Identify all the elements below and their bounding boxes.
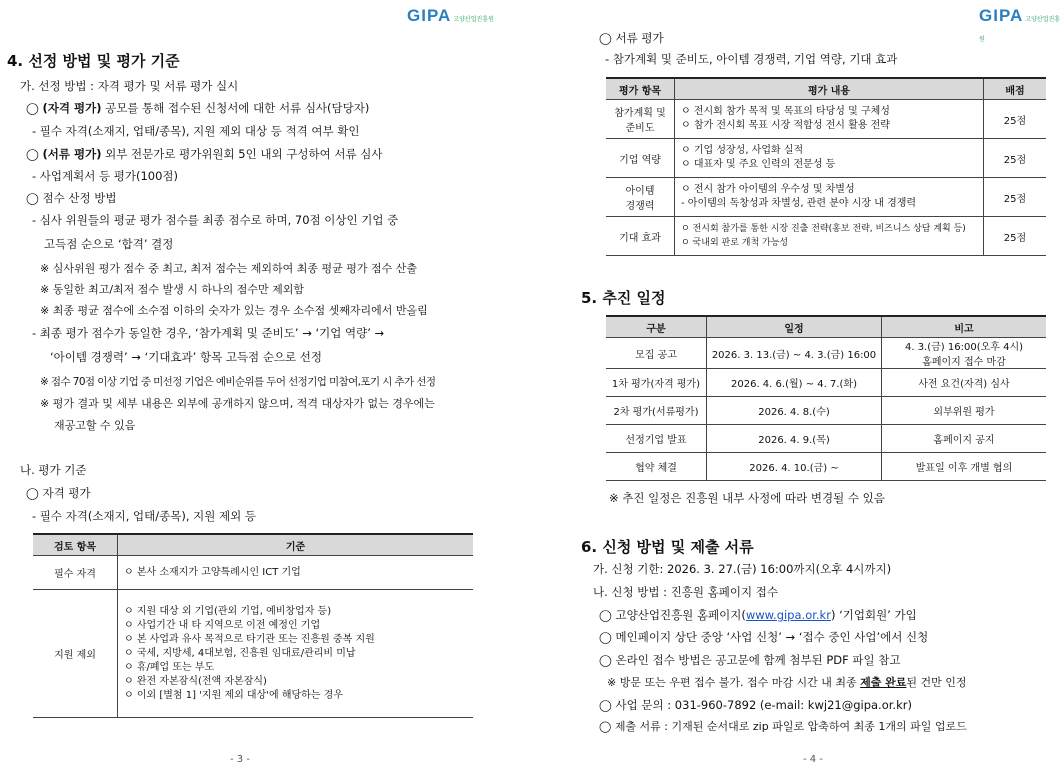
table-cell-label: 지원 제외	[33, 590, 118, 718]
table-cell-score: 25점	[984, 100, 1047, 139]
submission-note: ※ 방문 또는 우편 접수 불가. 접수 마감 시간 내 최종 제출 완료된 건만 인정	[607, 676, 967, 689]
table-header: 구분	[606, 316, 707, 338]
table-cell-label: 기업 역량	[606, 139, 675, 178]
table-cell: ㅇ 전시 참가 아이템의 우수성 및 차별성 - 아이템의 독창성과 차별성, 관련 분야 시장 내 경쟁력	[675, 178, 984, 217]
submission-documents: ◯ 제출 서류 : 기재된 순서대로 zip 파일로 압축하여 최종 1개의 파일 업로드	[599, 720, 967, 733]
table-row	[606, 178, 1046, 217]
table-cell: ㅇ 전시회 참가를 통한 시장 진출 전략(홍보 전략, 비즈니스 상담 계획 등) ㅇ 국내외 판로 개척 가능성	[675, 217, 984, 256]
table-row	[606, 425, 1046, 453]
table-cell: 2026. 3. 13.(금) ~ 4. 3.(금) 16:00	[707, 338, 882, 369]
schedule-table	[606, 315, 1046, 481]
tie-break-line-cont: ‘아이템 경쟁력’ → ‘기대효과’ 항목 고득점 순으로 선정	[50, 350, 323, 364]
table-row	[606, 217, 1046, 256]
schedule-note: ※ 추진 일정은 진흥원 내부 사정에 따라 변경될 수 있음	[609, 491, 885, 505]
page-3	[0, 0, 530, 770]
table-cell: 협약 체결	[606, 453, 707, 481]
table-row	[606, 397, 1046, 425]
gipa-website-link[interactable]: www.gipa.or.kr	[745, 608, 831, 622]
table-row	[33, 556, 473, 590]
table-row	[606, 100, 1046, 139]
eval-criteria-line: 나. 평가 기준	[20, 463, 87, 477]
selection-method-line: 가. 선정 방법 : 자격 평가 및 서류 평가 실시	[20, 79, 239, 93]
doc-eval-detail: - 참가계획 및 준비도, 아이템 경쟁력, 기업 역량, 기대 효과	[605, 52, 898, 66]
table-cell: 4. 3.(금) 16:00(오후 4시) 홈페이지 접수 마감	[882, 338, 1047, 369]
table-cell: 발표일 이후 개별 협의	[882, 453, 1047, 481]
table-header: 배점	[984, 78, 1047, 100]
table-header: 검토 항목	[33, 534, 118, 556]
pdf-guide-step: ◯ 온라인 접수 방법은 공고문에 함께 첨부된 PDF 파일 참고	[599, 653, 901, 667]
table-cell: 사전 요건(자격) 심사	[882, 369, 1047, 397]
note-highest-lowest: ※ 심사위원 평가 점수 중 최고, 최저 점수는 제외하여 최종 평균 평가 점수 산출	[40, 262, 417, 275]
signup-step: ◯ 고양산업진흥원 홈페이지(www.gipa.or.kr) ‘기업회원’ 가입	[599, 608, 917, 622]
table-cell-label: 필수 자격	[33, 556, 118, 590]
table-cell-label: 기대 효과	[606, 217, 675, 256]
document-eval-item: ◯ (서류 평가) 외부 전문가로 평가위원회 5인 내외 구성하여 서류 심사	[26, 147, 383, 161]
table-cell: 2차 평가(서류평가)	[606, 397, 707, 425]
table-cell: 2026. 4. 6.(월) ~ 4. 7.(화)	[707, 369, 882, 397]
doc-eval-title: ◯ 서류 평가	[599, 31, 664, 45]
section-5-title: 5. 추진 일정	[581, 289, 666, 307]
evaluation-table	[606, 77, 1046, 256]
page-4	[531, 0, 1061, 770]
table-cell: 2026. 4. 9.(목)	[707, 425, 882, 453]
note-nondisclosure-cont: 재공고할 수 있음	[54, 419, 136, 432]
table-header: 평가 항목	[606, 78, 675, 100]
table-cell: ㅇ 기업 성장성, 사업화 실적 ㅇ 대표자 및 주요 인력의 전문성 등	[675, 139, 984, 178]
application-deadline: 가. 신청 기한: 2026. 3. 27.(금) 16:00까지(오후 4시까지)	[593, 562, 892, 576]
score-method-item: ◯ 점수 산정 방법	[26, 191, 117, 205]
table-cell: ㅇ 본사 소재지가 고양특례시인 ICT 기업	[118, 556, 474, 590]
qualification-title: ◯ 자격 평가	[26, 486, 91, 500]
tie-break-line: - 최종 평가 점수가 동일한 경우, ‘참가계획 및 준비도’ → ‘기업 역량’ →	[32, 326, 385, 340]
application-method: 나. 신청 방법 : 진흥원 홈페이지 접수	[593, 585, 778, 599]
note-reserve-ranking: ※ 점수 70점 이상 기업 중 미선정 기업은 예비순위를 두어 선정기업 미참여,포기 시 추가 선정	[40, 376, 436, 388]
table-cell-label: 참가계획 및 준비도	[606, 100, 675, 139]
table-cell: 1차 평가(자격 평가)	[606, 369, 707, 397]
apply-step: ◯ 메인페이지 상단 중앙 ‘사업 신청’ → ‘접수 중인 사업’에서 신청	[599, 630, 929, 644]
table-cell: 모집 공고	[606, 338, 707, 369]
qualification-eval-detail: - 필수 자격(소재지, 업태/종목), 지원 제외 대상 등 적격 여부 확인	[32, 124, 360, 138]
table-header: 평가 내용	[675, 78, 984, 100]
qualification-detail: - 필수 자격(소재지, 업태/종목), 지원 제외 등	[32, 509, 256, 523]
table-cell: ㅇ 지원 대상 외 기업(관외 기업, 예비창업자 등) ㅇ 사업기간 내 타 지역으로 이전 예정인 기업 ㅇ 본 사업과 유사 목적으로 타기관 또는 진흥원 중복 지원 ㅇ 국세, 지방세, 4대보험, 진흥원 임대료/관리비 미납 ㅇ 휴/폐업 또는 부도 ㅇ 완전 자본잠식(전액 자본잠식) ㅇ 이외 [별첨 1] '지원 제외 대상'에 해당하는 경우	[118, 590, 474, 718]
table-header: 일정	[707, 316, 882, 338]
contact-info: ◯ 사업 문의 : 031-960-7892 (e-mail: kwj21@gipa.or.kr)	[599, 698, 912, 712]
section-6-title: 6. 신청 방법 및 제출 서류	[581, 538, 754, 556]
gipa-logo: GIPA 고양산업진흥원	[979, 6, 1061, 43]
table-cell-score: 25점	[984, 139, 1047, 178]
table-cell: ㅇ 전시회 참가 목적 및 목표의 타당성 및 구체성 ㅇ 참가 전시회 목표 시장 적합성 전시 활용 전략	[675, 100, 984, 139]
table-cell: 2026. 4. 10.(금) ~	[707, 453, 882, 481]
table-row	[606, 453, 1046, 481]
table-row	[33, 590, 473, 718]
qualification-eval-item: ◯ (자격 평가) 공모를 통해 접수된 신청서에 대한 서류 심사(담당자)	[26, 101, 370, 115]
note-nondisclosure: ※ 평가 결과 및 세부 내용은 외부에 공개하지 않으며, 적격 대상자가 없는 경우에는	[40, 397, 435, 410]
table-cell: 홈페이지 공지	[882, 425, 1047, 453]
table-cell-score: 25점	[984, 217, 1047, 256]
section-4-title: 4. 선정 방법 및 평가 기준	[7, 52, 180, 70]
table-cell: 선정기업 발표	[606, 425, 707, 453]
qualification-table	[33, 533, 473, 718]
table-header: 비고	[882, 316, 1047, 338]
page-number: - 3 -	[230, 754, 250, 765]
note-duplicate-score: ※ 동일한 최고/최저 점수 발생 시 하나의 점수만 제외함	[40, 283, 305, 296]
note-rounding: ※ 최종 평균 점수에 소수점 이하의 숫자가 있는 경우 소수점 셋째자리에서 반올림	[40, 304, 428, 317]
table-cell: 2026. 4. 8.(수)	[707, 397, 882, 425]
page-number: - 4 -	[803, 754, 823, 765]
score-method-detail-cont: 고득점 순으로 ‘합격’ 결정	[44, 237, 174, 251]
gipa-logo: GIPA 고양산업진흥원	[407, 6, 494, 25]
table-cell: 외부위원 평가	[882, 397, 1047, 425]
document-eval-detail: - 사업계획서 등 평가(100점)	[32, 169, 179, 183]
table-row	[606, 139, 1046, 178]
table-cell-score: 25점	[984, 178, 1047, 217]
table-header: 기준	[118, 534, 474, 556]
table-row	[606, 369, 1046, 397]
table-row	[606, 338, 1046, 369]
score-method-detail: - 심사 위원들의 평균 평가 점수를 최종 점수로 하며, 70점 이상인 기업 중	[32, 213, 399, 227]
table-cell-label: 아이템 경쟁력	[606, 178, 675, 217]
